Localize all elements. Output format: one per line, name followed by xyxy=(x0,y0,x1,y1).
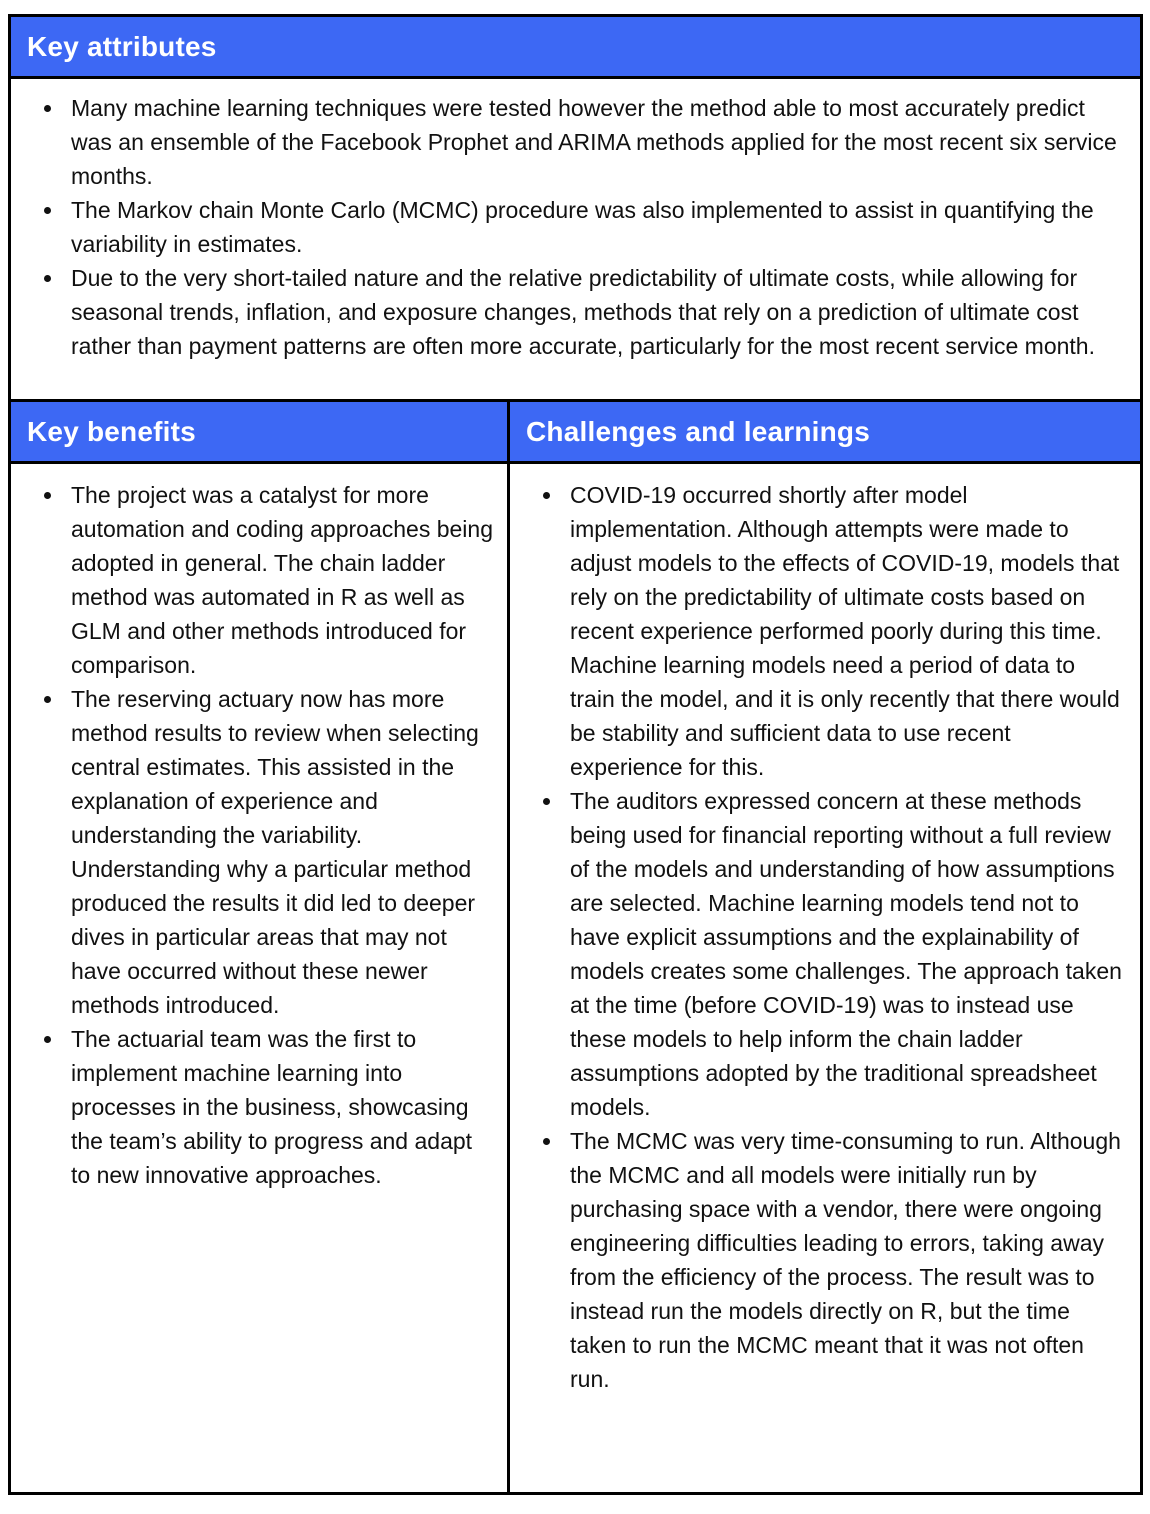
list-item: • The project was a catalyst for more automation and coding approaches being adopted in general. The chain ladder method was automated in R as well as GLM and other methods introduced for comparison. xyxy=(65,478,497,682)
challenges-title: Challenges and learnings xyxy=(526,415,870,447)
list-item: • The reserving actuary now has more method results to review when selecting central estimates. This assisted in the explanation of experience and understanding the variability. Understanding why a particular method produced the results it did led to deeper dives in particular areas that may not have occurred without these newer methods introduced. xyxy=(65,682,497,1022)
columns-header-row xyxy=(11,402,1140,464)
list-item: • Many machine learning techniques were tested however the method able to most accurately predict was an ensemble of the Facebook Prophet and ARIMA methods applied for the most recent six service months. xyxy=(65,91,1120,193)
challenges-list xyxy=(526,478,1126,1396)
challenges-column xyxy=(510,464,1140,1492)
key-attributes-body xyxy=(11,79,1140,402)
key-benefits-title: Key benefits xyxy=(27,415,196,447)
columns-body xyxy=(11,464,1140,1492)
key-benefits-list xyxy=(27,478,497,1192)
list-item: • The MCMC was very time-consuming to run. Although the MCMC and all models were initially run by purchasing space with a vendor, there were ongoing engineering difficulties leading to errors, taking away from the efficiency of the process. The result was to instead run the models directly on R, but the time taken to run the MCMC meant that it was not often run. xyxy=(564,1124,1126,1396)
key-benefits-column xyxy=(11,464,510,1492)
key-attributes-title: Key attributes xyxy=(27,30,217,62)
list-item: • Due to the very short-tailed nature and the relative predictability of ultimate costs, while allowing for seasonal trends, inflation, and exposure changes, methods that rely on a prediction of ultimate cost rather than payment patterns are often more accurate, particularly for the most recent service month. xyxy=(65,261,1120,363)
key-attributes-header-cell xyxy=(11,17,233,76)
list-item: • COVID-19 occurred shortly after model implementation. Although attempts were made to adjust models to the effects of COVID-19, models that rely on the predictability of ultimate costs based on recent experience performed poorly during this time. Machine learning models need a period of data to train the model, and it is only recently that there would be stability and sufficient data to use recent experience for this. xyxy=(564,478,1126,784)
list-item: • The actuarial team was the first to implement machine learning into processes in the business, showcasing the team’s ability to progress and adapt to new innovative approaches. xyxy=(65,1022,497,1192)
summary-table xyxy=(8,14,1143,1495)
key-attributes-header xyxy=(11,17,1140,79)
challenges-header xyxy=(510,402,1140,461)
key-attributes-list xyxy=(27,91,1120,363)
key-benefits-header xyxy=(11,402,510,461)
list-item: • The Markov chain Monte Carlo (MCMC) procedure was also implemented to assist in quantifying the variability in estimates. xyxy=(65,193,1120,261)
list-item: • The auditors expressed concern at these methods being used for financial reporting without a full review of the models and understanding of how assumptions are selected. Machine learning models tend not to have explicit assumptions and the explainability of models creates some challenges. The approach taken at the time (before COVID-19) was to instead use these models to help inform the chain ladder assumptions adopted by the traditional spreadsheet models. xyxy=(564,784,1126,1124)
